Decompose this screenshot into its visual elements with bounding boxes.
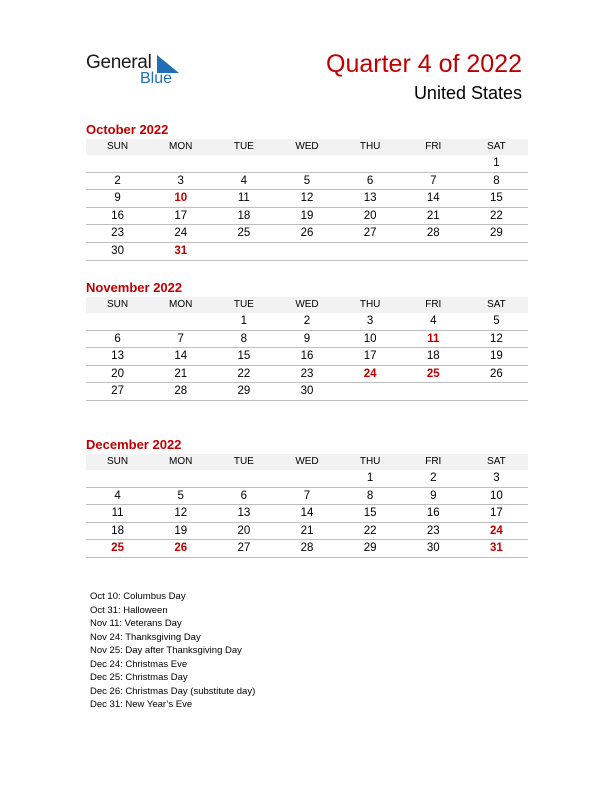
day-cell: 17 [339, 348, 402, 366]
day-cell: 16 [402, 505, 465, 523]
day-cell: 9 [86, 190, 149, 208]
day-cell [149, 313, 212, 331]
day-cell: 1 [339, 470, 402, 488]
day-cell [402, 243, 465, 261]
day-cell: 12 [275, 190, 338, 208]
day-cell: 7 [275, 488, 338, 506]
day-cell: 14 [149, 348, 212, 366]
month-title: December 2022 [86, 437, 182, 452]
day-cell: 27 [212, 540, 275, 558]
day-cell: 5 [149, 488, 212, 506]
day-cell: 30 [86, 243, 149, 261]
day-cell: 10 [339, 331, 402, 349]
day-cell: 29 [465, 225, 528, 243]
day-cell: 16 [275, 348, 338, 366]
day-cell: 11 [86, 505, 149, 523]
weekday-label: MON [169, 141, 193, 152]
holiday-day-cell: 24 [465, 523, 528, 541]
day-cell: 4 [402, 313, 465, 331]
weekday-header-row [86, 297, 528, 313]
logo-general-text: General [86, 52, 152, 73]
day-cell: 21 [149, 366, 212, 384]
day-cell [149, 155, 212, 173]
day-grid [86, 313, 528, 401]
day-cell: 11 [212, 190, 275, 208]
holiday-entry: Oct 10: Columbus Day [90, 591, 186, 602]
logo [86, 52, 206, 92]
weekday-header-row [86, 139, 528, 155]
day-cell: 2 [402, 470, 465, 488]
day-cell: 25 [212, 225, 275, 243]
day-cell: 23 [275, 366, 338, 384]
day-cell: 6 [212, 488, 275, 506]
day-cell: 23 [402, 523, 465, 541]
weekday-label: MON [169, 299, 193, 310]
holiday-entry: Dec 24: Christmas Eve [90, 658, 188, 670]
day-cell: 27 [339, 225, 402, 243]
day-cell [339, 243, 402, 261]
weekday-label: MON [169, 456, 193, 467]
weekday-label: SUN [107, 141, 129, 152]
day-cell: 14 [402, 190, 465, 208]
weekday-label: TUE [233, 141, 254, 152]
day-cell: 17 [465, 505, 528, 523]
day-cell [275, 470, 338, 488]
holiday-day-cell: 26 [149, 540, 212, 558]
day-cell: 7 [402, 173, 465, 191]
day-cell: 22 [212, 366, 275, 384]
day-cell: 6 [86, 331, 149, 349]
day-cell: 30 [275, 383, 338, 401]
day-cell: 9 [402, 488, 465, 506]
holiday-list [90, 590, 255, 712]
day-cell: 30 [402, 540, 465, 558]
holiday-day-cell: 25 [402, 366, 465, 384]
day-cell: 28 [275, 540, 338, 558]
day-cell [86, 155, 149, 173]
day-cell: 15 [212, 348, 275, 366]
day-cell: 7 [149, 331, 212, 349]
holiday-day-cell: 24 [339, 366, 402, 384]
day-cell: 8 [212, 331, 275, 349]
day-cell: 26 [465, 366, 528, 384]
day-cell [402, 155, 465, 173]
day-cell: 9 [275, 331, 338, 349]
day-cell: 2 [86, 173, 149, 191]
day-cell: 15 [465, 190, 528, 208]
day-cell: 1 [465, 155, 528, 173]
day-cell: 28 [149, 383, 212, 401]
month-december [86, 437, 528, 558]
holiday-day-cell: 25 [86, 540, 149, 558]
day-cell: 18 [402, 348, 465, 366]
day-cell [275, 155, 338, 173]
day-cell: 6 [339, 173, 402, 191]
day-cell: 3 [149, 173, 212, 191]
day-cell [275, 243, 338, 261]
day-cell: 13 [339, 190, 402, 208]
weekday-label: FRI [425, 141, 442, 152]
weekday-label: FRI [425, 456, 442, 467]
day-cell [212, 155, 275, 173]
day-cell: 21 [275, 523, 338, 541]
country-label: United States [413, 83, 522, 103]
day-cell [339, 155, 402, 173]
holiday-entry: Dec 25: Christmas Day [90, 672, 188, 683]
day-cell: 5 [465, 313, 528, 331]
holiday-day-cell: 31 [149, 243, 212, 261]
day-cell: 27 [86, 383, 149, 401]
day-cell: 28 [402, 225, 465, 243]
day-cell: 23 [86, 225, 149, 243]
day-cell: 12 [465, 331, 528, 349]
day-cell: 18 [86, 523, 149, 541]
weekday-label: FRI [425, 299, 442, 310]
day-grid [86, 470, 528, 558]
day-cell [465, 383, 528, 401]
weekday-label: WED [295, 299, 319, 310]
logo-blue-text: Blue [140, 70, 173, 87]
month-november [86, 280, 528, 401]
day-cell [149, 470, 212, 488]
weekday-label: SAT [487, 456, 506, 467]
day-cell: 8 [465, 173, 528, 191]
holiday-entry: Nov 11: Veterans Day [90, 618, 182, 629]
day-cell: 20 [339, 208, 402, 226]
day-cell: 12 [149, 505, 212, 523]
weekday-label: TUE [233, 456, 254, 467]
day-cell: 3 [339, 313, 402, 331]
holiday-entry: Dec 26: Christmas Day (substitute day) [90, 685, 256, 697]
holiday-day-cell: 11 [402, 331, 465, 349]
day-cell: 13 [212, 505, 275, 523]
day-cell: 17 [149, 208, 212, 226]
weekday-label: SAT [487, 299, 506, 310]
day-cell: 24 [149, 225, 212, 243]
day-cell: 29 [212, 383, 275, 401]
page-title: Quarter 4 of 2022 [326, 50, 522, 78]
weekday-label: SAT [487, 141, 506, 152]
weekday-header-row [86, 454, 528, 470]
day-cell: 1 [212, 313, 275, 331]
weekday-label: SUN [107, 456, 129, 467]
day-cell [212, 470, 275, 488]
day-cell: 21 [402, 208, 465, 226]
day-cell: 19 [275, 208, 338, 226]
day-cell: 22 [339, 523, 402, 541]
day-cell: 13 [86, 348, 149, 366]
day-cell: 3 [465, 470, 528, 488]
day-cell: 14 [275, 505, 338, 523]
month-title: October 2022 [86, 122, 169, 137]
holiday-entry: Dec 31: New Year’s Eve [90, 699, 193, 710]
holiday-entry: Nov 25: Day after Thanksgiving Day [90, 645, 242, 656]
holiday-entry: Oct 31: Halloween [90, 604, 168, 616]
holiday-day-cell: 10 [149, 190, 212, 208]
holiday-entry: Nov 24: Thanksgiving Day [90, 631, 201, 643]
weekday-label: THU [359, 141, 381, 152]
day-cell: 29 [339, 540, 402, 558]
weekday-label: THU [359, 456, 381, 467]
day-cell [465, 243, 528, 261]
holiday-day-cell: 31 [465, 540, 528, 558]
day-cell [86, 313, 149, 331]
day-cell: 20 [212, 523, 275, 541]
day-cell: 5 [275, 173, 338, 191]
weekday-label: WED [295, 141, 319, 152]
day-cell [339, 383, 402, 401]
day-cell: 8 [339, 488, 402, 506]
day-cell: 19 [465, 348, 528, 366]
month-title: November 2022 [86, 280, 183, 295]
day-cell: 2 [275, 313, 338, 331]
day-cell: 18 [212, 208, 275, 226]
day-cell: 22 [465, 208, 528, 226]
day-cell: 15 [339, 505, 402, 523]
month-october [86, 122, 528, 261]
day-cell: 19 [149, 523, 212, 541]
weekday-label: TUE [233, 299, 254, 310]
weekday-label: THU [359, 299, 381, 310]
day-cell: 4 [212, 173, 275, 191]
day-cell: 20 [86, 366, 149, 384]
weekday-label: WED [295, 456, 319, 467]
day-cell [212, 243, 275, 261]
day-cell: 10 [465, 488, 528, 506]
day-grid [86, 155, 528, 261]
day-cell [402, 383, 465, 401]
day-cell [86, 470, 149, 488]
day-cell: 4 [86, 488, 149, 506]
day-cell: 26 [275, 225, 338, 243]
day-cell: 16 [86, 208, 149, 226]
weekday-label: SUN [107, 299, 129, 310]
